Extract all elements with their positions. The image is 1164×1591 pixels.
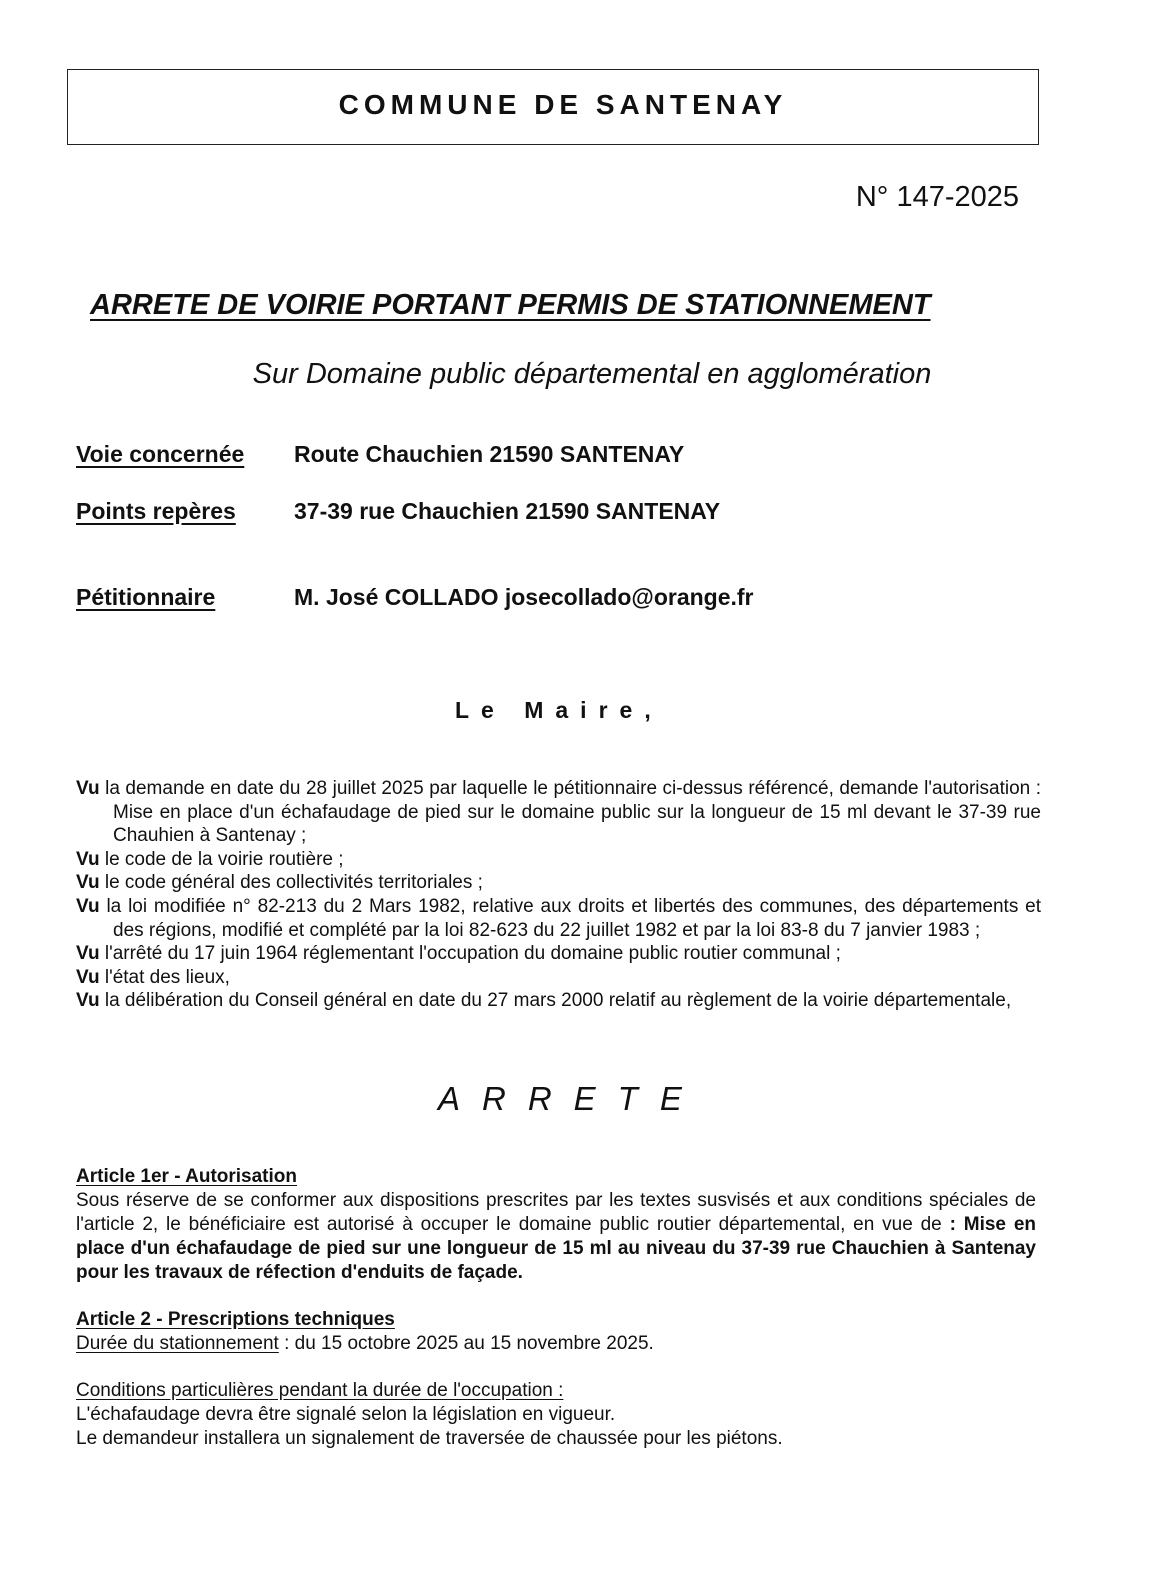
condition-1: L'échafaudage devra être signalé selon la législation en vigueur. xyxy=(76,1404,616,1425)
voie-label: Voie concernée xyxy=(76,441,245,467)
arrete-heading: ARRETE xyxy=(438,1080,704,1117)
petitionnaire-value: M. José COLLADO josecollado@orange.fr xyxy=(294,584,754,610)
page-subtitle: Sur Domaine public départemental en agglomération xyxy=(252,358,932,390)
vu-item: Vu la demande en date du 28 juillet 2025 par laquelle le pétitionnaire ci-dessus référencé, demande l'autorisation : Mise en place d'un échafaudage de pied sur le domaine public sur la longueur de 15 ml devant le 37-39 rue Chauhien à Santenay ; xyxy=(76,778,1041,847)
points-label: Points repères xyxy=(76,498,236,524)
commune-title: COMMUNE DE SANTENAY xyxy=(338,89,788,120)
header-box xyxy=(67,69,1039,145)
petitionnaire-label: Pétitionnaire xyxy=(76,584,216,610)
vu-item: Vu la délibération du Conseil général en date du 27 mars 2000 relatif au règlement de la voirie départementale, xyxy=(76,990,1012,1012)
duree-label: Durée du stationnement xyxy=(76,1333,279,1354)
duree-line xyxy=(76,1332,1036,1356)
vu-item: Vu le code général des collectivités territoriales ; xyxy=(76,872,483,894)
conditions-label: Conditions particulières pendant la durée de l'occupation : xyxy=(76,1380,564,1401)
vu-item: Vu l'état des lieux, xyxy=(76,966,230,988)
arrete-number: N° 147-2025 xyxy=(855,181,1019,213)
vu-item: Vu le code de la voirie routière ; xyxy=(76,848,344,870)
vu-item: Vu la loi modifiée n° 82-213 du 2 Mars 1982, relative aux droits et libertés des communes, des départements et des régions, modifié et complété par la loi 82-623 du 22 juillet 1982 et par la loi 83-8 du 7 janvier 1983 ; xyxy=(76,895,1042,941)
points-value: 37-39 rue Chauchien 21590 SANTENAY xyxy=(294,498,721,524)
maire-heading: Le Maire, xyxy=(455,697,663,723)
voie-value: Route Chauchien 21590 SANTENAY xyxy=(294,441,685,467)
article-2 xyxy=(76,1308,1036,1451)
vu-list xyxy=(76,777,1041,1013)
article-1 xyxy=(76,1165,1036,1285)
vu-item: Vu l'arrêté du 17 juin 1964 réglementant l'occupation du domaine public routier communal ; xyxy=(76,943,841,965)
page-title: ARRETE DE VOIRIE PORTANT PERMIS DE STATIONNEMENT xyxy=(90,289,931,321)
condition-2: Le demandeur installera un signalement de traversée de chaussée pour les piétons. xyxy=(76,1428,783,1449)
duree-value: : du 15 octobre 2025 au 15 novembre 2025. xyxy=(278,1333,654,1354)
article-1-body: Sous réserve de se conformer aux dispositions prescrites par les textes susvisés et aux conditions spéciales de l'article 2, le bénéficiaire est autorisé à occuper le domaine public routier départemental, en vue de : Mise en place d'un échafaudage de pied sur une longueur de 15 ml au niveau du 37-39 rue Chauchien à Santenay pour les travaux de réfection d'enduits de façade. xyxy=(76,1190,1036,1283)
article-2-title: Article 2 - Prescriptions techniques xyxy=(76,1309,395,1330)
article-1-title: Article 1er - Autorisation xyxy=(76,1166,298,1187)
